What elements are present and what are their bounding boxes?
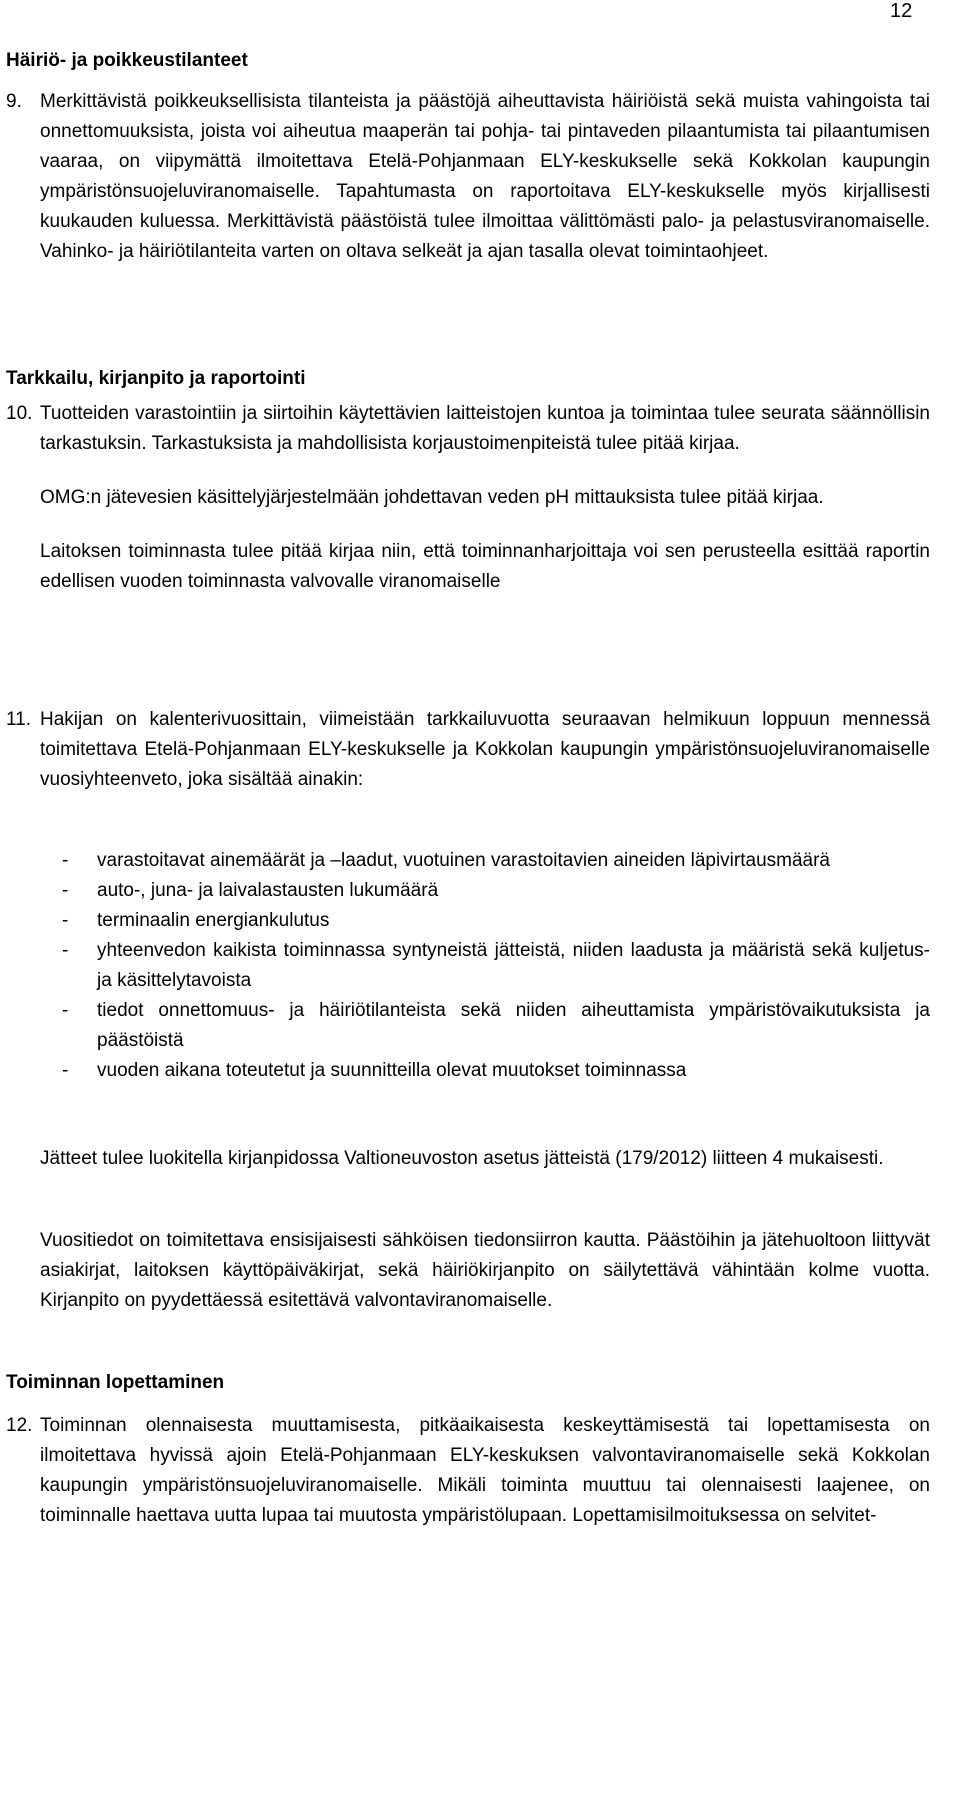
list-item-text: tiedot onnettomuus- ja häiriötilanteista sekä niiden aiheuttamista ympäristövaikutuksista ja päästöistä: [97, 1000, 930, 1051]
list-item: [40, 1056, 930, 1086]
list-item: [40, 936, 930, 996]
list-item: [40, 996, 930, 1056]
section-heading-monitoring: Tarkkailu, kirjanpito ja raportointi: [6, 368, 306, 389]
item-number: 12.: [6, 1415, 33, 1436]
item-text: Hakijan on kalenterivuosittain, viimeistään tarkkailuvuotta seuraavan helmikuun loppuun mennessä toimitettava Etelä-Pohjanmaan ELY-keskukselle ja Kokkolan kaupungin ympäristönsuojeluviranomaiselle vuosiyhteenveto, joka sisältää ainakin:: [40, 709, 930, 790]
summary-contents-list: [40, 846, 930, 1086]
paragraph-text: Jätteet tulee luokitella kirjanpidossa Valtioneuvoston asetus jätteistä (179/2012) liitteen 4 mukaisesti.: [40, 1148, 884, 1169]
list-item-text: terminaalin energiankulutus: [97, 910, 330, 931]
item-text: Merkittävistä poikkeuksellisista tilanteista ja päästöjä aiheuttavista häiriöistä sekä muista vahingoista tai onnettomuuksista, joista voi aiheutua maaperän tai pohja- tai pintaveden pilaantumista tai pilaantumisen vaaraa, on viipymättä ilmoitettava Etelä-Pohjanmaan ELY-keskukselle sekä Kokkolan kaupungin ympäristönsuojeluviranomaiselle. Tapahtumasta on raportoitava ELY-keskukselle myös kirjallisesti kuukauden kuluessa. Merkittävistä päästöistä tulee ilmoittaa välittömästi palo- ja pelastusviranomaiselle. Vahinko- ja häiriötilanteita varten on oltava selkeät ja ajan tasalla olevat toimintaohjeet.: [40, 91, 930, 262]
item-9: [6, 87, 930, 267]
item-number: 11.: [6, 709, 32, 730]
paragraph-text: Vuositiedot on toimitettava ensisijaisesti sähköisen tiedonsiirron kautta. Päästöihin ja jätehuoltoon liittyvät asiakirjat, laitoksen käyttöpäiväkirjat, sekä häiriökirjanpito on säilytettävä vähintään kolme vuotta. Kirjanpito on pyydettäessä esitettävä valvontaviranomaiselle.: [40, 1230, 930, 1311]
list-item: [40, 906, 930, 936]
list-item-text: vuoden aikana toteutetut ja suunnitteilla olevat muutokset toiminnassa: [97, 1060, 687, 1081]
item-number: 9.: [6, 91, 22, 112]
item-10: [6, 399, 930, 597]
item-12: [6, 1411, 930, 1531]
list-dash: -: [62, 1060, 69, 1081]
section-heading-disturbances: Häiriö- ja poikkeustilanteet: [6, 50, 248, 71]
page-number: 12: [890, 0, 913, 22]
list-dash: -: [62, 850, 69, 871]
list-item-text: yhteenvedon kaikista toiminnassa syntyneistä jätteistä, niiden laadusta ja määristä sekä kuljetus- ja käsittelytavoista: [97, 940, 930, 991]
item-number: 10.: [6, 403, 33, 424]
list-item-text: auto-, juna- ja laivalastausten lukumäärä: [97, 880, 439, 901]
item-paragraph: OMG:n jätevesien käsittelyjärjestelmään johdettavan veden pH mittauksista tulee pitää kirjaa.: [40, 487, 824, 508]
item-11: [6, 705, 930, 795]
item-text: Toiminnan olennaisesta muuttamisesta, pitkäaikaisesta keskeyttämisestä tai lopettamisesta on ilmoitettava hyvissä ajoin Etelä-Pohjanmaan ELY-keskuksen valvontaviranomaiselle sekä Kokkolan kaupungin ympäristönsuojeluviranomaiselle. Mikäli toiminta muuttuu tai olennaisesti laajenee, on toiminnalle haettava uutta lupaa tai muutosta ympäristölupaan. Lopettamisilmoituksessa on selvitet-: [40, 1415, 930, 1526]
list-dash: -: [62, 1000, 69, 1021]
list-dash: -: [62, 940, 69, 961]
list-item-text: varastoitavat ainemäärät ja –laadut, vuotuinen varastoitavien aineiden läpivirtausmäärä: [97, 850, 830, 871]
list-dash: -: [62, 880, 69, 901]
list-item: [40, 846, 930, 876]
waste-classification-paragraph: [40, 1144, 930, 1174]
item-paragraph: Laitoksen toiminnasta tulee pitää kirjaa niin, että toiminnanharjoittaja voi sen perusteella esittää raportin edellisen vuoden toiminnasta valvovalle viranomaiselle: [40, 541, 930, 592]
item-paragraph: Tuotteiden varastointiin ja siirtoihin käytettävien laitteistojen kuntoa ja toimintaa tulee seurata säännöllisin tarkastuksin. Tarkastuksista ja mahdollisista korjaustoimenpiteistä tulee pitää kirjaa.: [40, 403, 930, 454]
list-item: [40, 876, 930, 906]
list-dash: -: [62, 910, 69, 931]
section-heading-closure: Toiminnan lopettaminen: [6, 1372, 225, 1393]
annual-data-paragraph: [40, 1226, 930, 1316]
